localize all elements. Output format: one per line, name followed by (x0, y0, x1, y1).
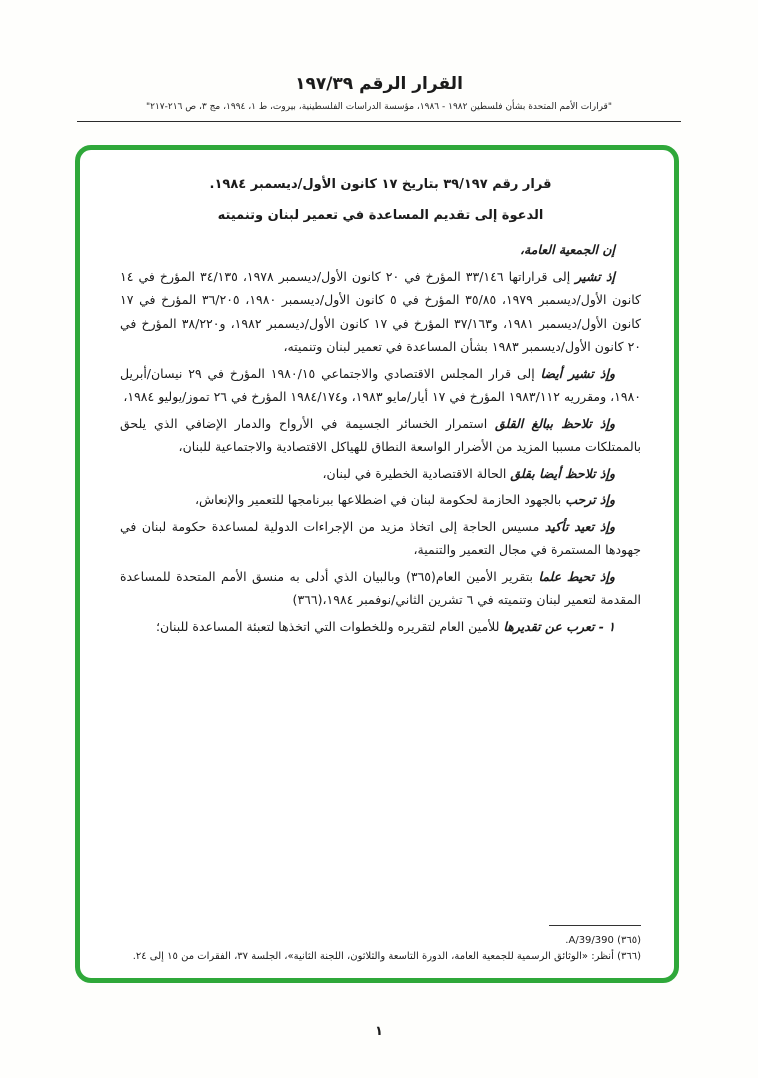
paragraph-text: إلى قرار المجلس الاقتصادي والاجتماعي ١٩٨٠/١٥ المؤرخ في ٢٩ نيسان/أبريل ١٩٨٠، ومقرريه ١٩٨٣/١١٢ المؤرخ في ١٧ أيار/مايو ١٩٨٣، و١٩٨٤/١٧٤ المؤرخ في ٢٦ تموز/يوليو ١٩٨٤، (120, 365, 641, 404)
paragraph-text: إلى قراراتها ٣٣/١٤٦ المؤرخ في ٢٠ كانون الأول/ديسمبر ١٩٧٨، ٣٤/١٣٥ المؤرخ في ١٤ كانون الأول/ديسمبر ١٩٧٩، ٣٥/٨٥ المؤرخ في ٥ كانون الأول/ديسمبر ١٩٨٠، ٣٦/٢٠٥ المؤرخ في ١٧ كانون الأول/ديسمبر ١٩٨١، و٣٧/١٦٣ المؤرخ في ١٧ كانون الأول/ديسمبر ١٩٨٢، و٣٨/٢٢٠ المؤرخ في ٢٠ كانون الأول/ديسمبر ١٩٨٣ بشأن المساعدة في تعمير لبنان وتنميته، (120, 268, 641, 354)
source-citation: "قرارات الأمم المتحدة بشأن فلسطين ١٩٨٢ - ١٩٨٦، مؤسسة الدراسات الفلسطينية، بيروت، ط ١، ١٩٩٤، مج ٣، ص ٢١٦-٢١٧" (145, 102, 613, 112)
paragraph-lead: وإذ تعيد تأكيد (544, 518, 615, 534)
paragraph (120, 565, 641, 612)
paragraph-text: مسيس الحاجة إلى اتخاذ مزيد من الإجراءات الدولية لمساعدة حكومة لبنان في جهودها المستمرة في مجال التعمير والتنمية، (120, 518, 641, 557)
preamble-opener: إن الجمعية العامة، (520, 242, 615, 257)
footnote-label: (٣٦٦) (617, 950, 641, 962)
paragraph (120, 412, 641, 459)
paragraph (120, 515, 641, 562)
page-number: ١ (375, 1024, 383, 1039)
resolution-text (120, 174, 641, 882)
header-divider (77, 121, 681, 122)
resolution-subtitle: الدعوة إلى تقديم المساعدة في تعمير لبنان وتنميته (217, 208, 544, 223)
document-header (0, 74, 758, 112)
footnote-separator (549, 925, 641, 926)
resolution-heading: قرار رقم ٣٩/١٩٧ بتاريخ ١٧ كانون الأول/ديسمبر ١٩٨٤. (209, 177, 552, 192)
paragraph-lead: وإذ تشير أيضا (540, 365, 615, 381)
paragraph-lead: إذ تشير (575, 268, 616, 284)
paragraph (120, 462, 641, 486)
footnote-label: (٣٦٥) (617, 935, 641, 946)
footnote (120, 949, 641, 965)
footnote (120, 933, 641, 949)
footnote-text: أنظر: «الوثائق الرسمية للجمعية العامة، الدورة التاسعة والثلاثون، اللجنة الثانية»، الجلسة ٣٧، الفقرات من ١٥ إلى ٢٤. (132, 950, 614, 962)
footnote-text: A/39/390. (565, 935, 614, 946)
document-title: القرار الرقم ١٩٧/٣٩ (295, 74, 463, 94)
paragraph-lead: وإذ تلاحظ ببالغ القلق (495, 415, 615, 431)
paragraph (120, 488, 641, 512)
paragraph (120, 265, 641, 359)
paragraph (120, 362, 641, 409)
paragraph-text: للأمين العام لتقريره وللخطوات التي اتخذها لتعبئة المساعدة للبنان؛ (155, 618, 504, 634)
paragraph-lead: ١ - تعرب عن تقديرها (503, 618, 615, 634)
paragraph-text: استمرار الخسائر الجسيمة في الأرواح والدمار الإضافي الذي يلحق بالممتلكات مسببا المزيد من الأضرار الواسعة النطاق للهياكل الاقتصادية والاجتماعية للبنان، (120, 415, 641, 454)
resolution-frame (75, 145, 679, 983)
paragraph-text: بالجهود الحازمة لحكومة لبنان في اضطلاعها ببرنامجها للتعمير والإنعاش، (195, 492, 566, 507)
paragraph-lead: وإذ تلاحظ أيضا بقلق (510, 465, 615, 481)
paragraph-lead: وإذ تحيط علما (538, 568, 615, 584)
footnotes-section (120, 925, 641, 964)
paragraph-text: الحالة الاقتصادية الخطيرة في لبنان، (322, 465, 511, 481)
paragraph-text: بتقرير الأمين العام(٣٦٥) وبالبيان الذي أدلى به منسق الأمم المتحدة للمساعدة المقدمة لتعمير لبنان وتنميته في ٦ تشرين الثاني/نوفمبر ١٩٨٤،(٣٦٦) (120, 568, 641, 607)
paragraph (120, 615, 641, 639)
paragraph-lead: وإذ ترحب (565, 492, 615, 507)
